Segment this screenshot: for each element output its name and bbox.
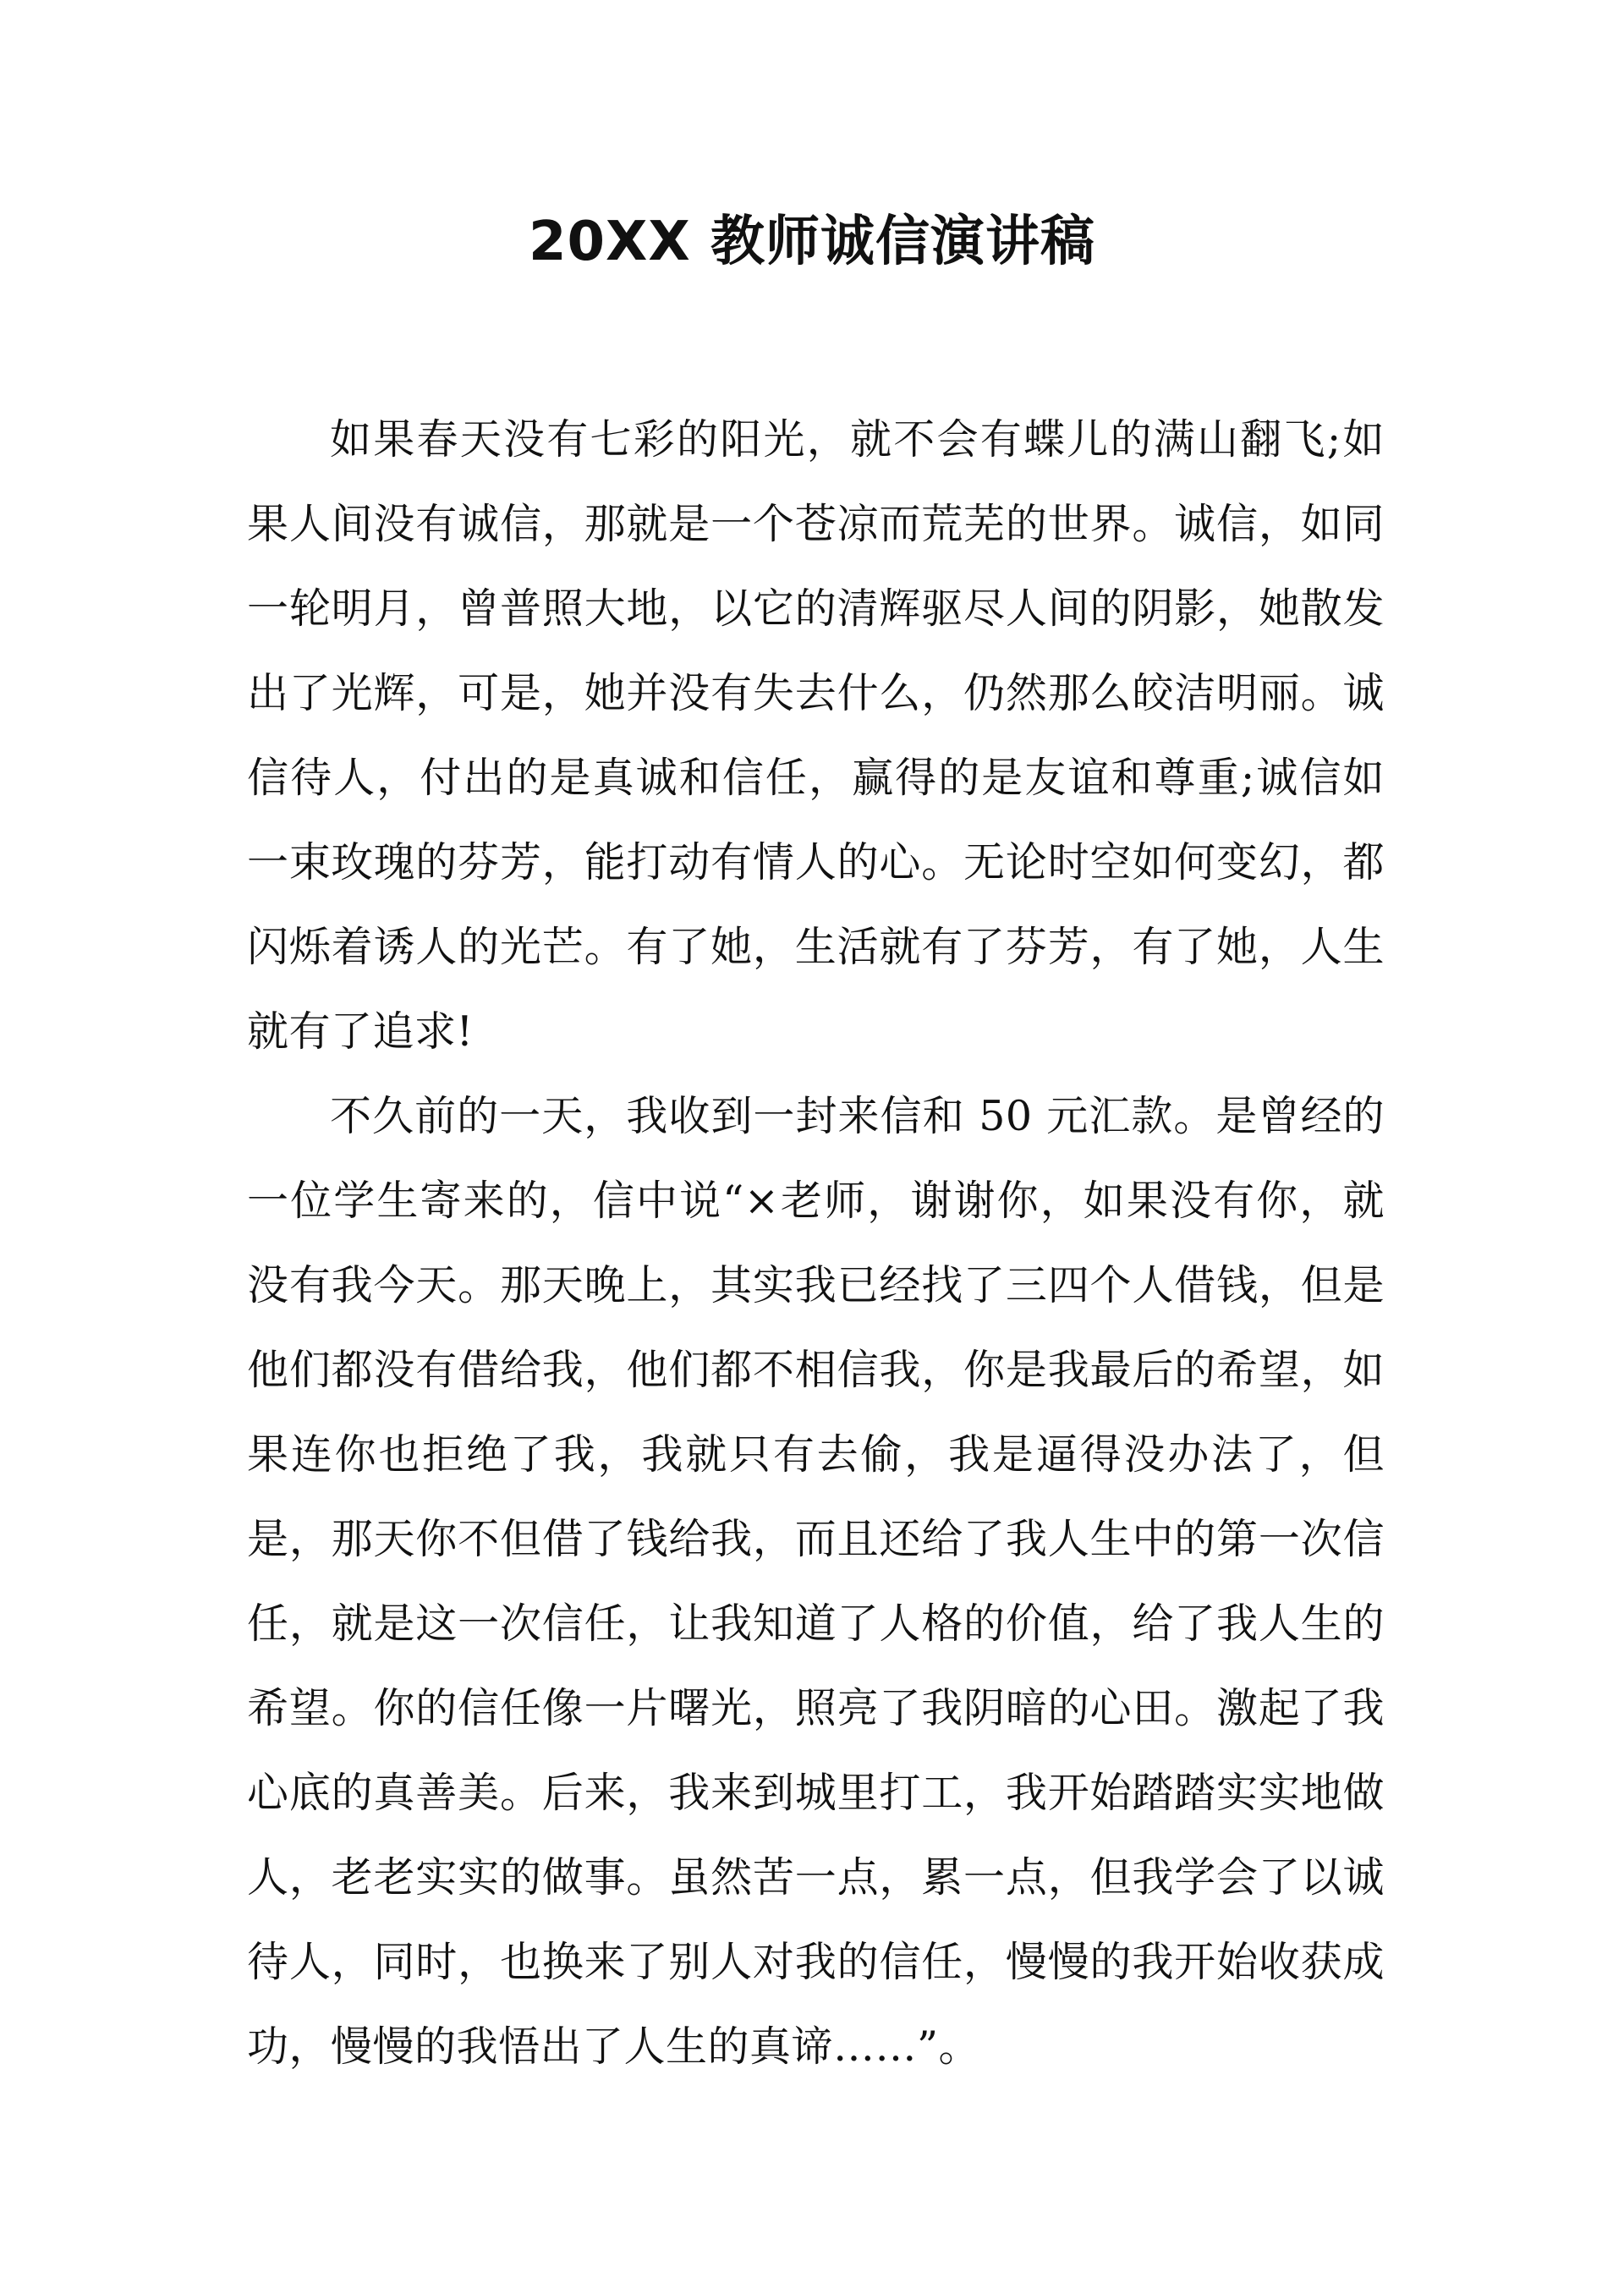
document-body [247,398,1385,2089]
paragraph-2: 不久前的一天，我收到一封来信和 50 元汇款。是曾经的一位学生寄来的，信中说“×老师，谢谢你，如果没有你，就没有我今天。那天晚上，其实我已经找了三四个人借钱，但是他们都没有借给我，他们都不相信我，你是我最后的希望，如果连你也拒绝了我，我就只有去偷，我是逼得没办法了，但是，那天你不但借了钱给我，而且还给了我人生中的第一次信任，就是这一次信任，让我知道了人格的价值，给了我人生的希望。你的信任像一片曙光，照亮了我阴暗的心田。激起了我心底的真善美。后来，我来到城里打工，我开始踏踏实实地做人，老老实实的做事。虽然苦一点，累一点，但我学会了以诚待人，同时，也换来了别人对我的信任，慢慢的我开始收获成功，慢慢的我悟出了人生的真谛……”。 [247,1092,1385,2071]
paragraph-1: 如果春天没有七彩的阳光，就不会有蝶儿的满山翻飞;如果人间没有诚信，那就是一个苍凉而荒芜的世界。诚信，如同一轮明月，曾普照大地，以它的清辉驱尽人间的阴影，她散发出了光辉，可是，她并没有失去什么，仍然那么皎洁明丽。诚信待人，付出的是真诚和信任，赢得的是友谊和尊重;诚信如一束玫瑰的芬芳，能打动有情人的心。无论时空如何变幻，都闪烁着诱人的光芒。有了她，生活就有了芬芳，有了她，人生就有了追求! [247,415,1385,1056]
document-title: 20XX 教师诚信演讲稿 [528,211,1096,273]
